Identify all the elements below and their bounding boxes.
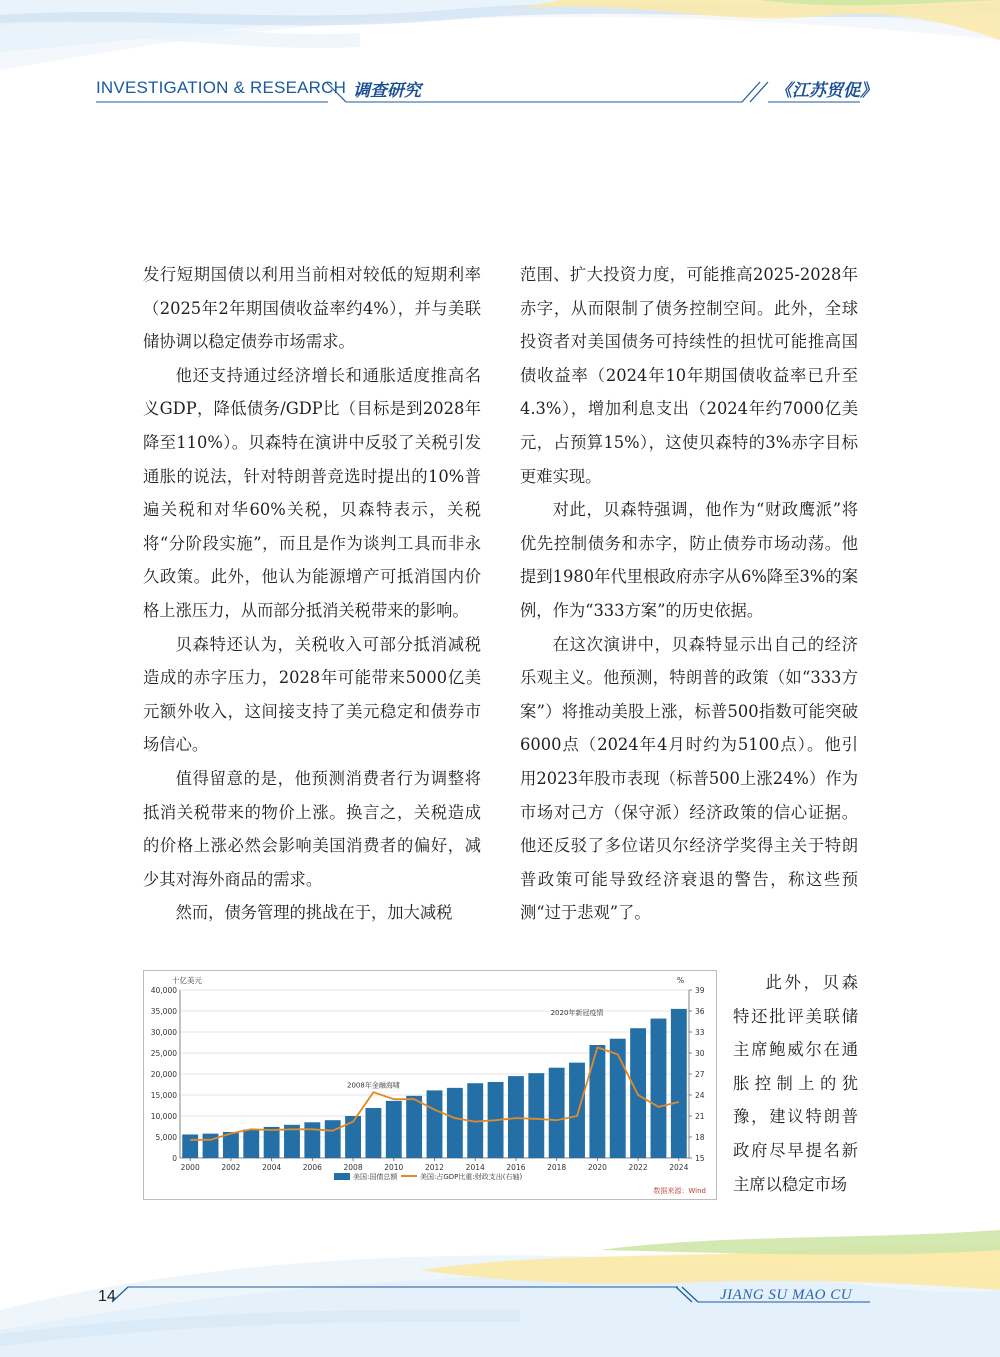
bar bbox=[325, 1120, 341, 1158]
right-tick-label: 39 bbox=[695, 986, 705, 995]
right-tick-label: 33 bbox=[695, 1028, 705, 1037]
left-tick-label: 35,000 bbox=[150, 1007, 177, 1016]
left-tick-label: 30,000 bbox=[150, 1028, 177, 1037]
x-tick-label: 2004 bbox=[262, 1163, 282, 1172]
chart-svg bbox=[144, 971, 716, 1199]
legend-label: 美国:占GDP比重:财政支出(右轴) bbox=[420, 1173, 523, 1181]
chart-source: 数据来源：Wind bbox=[653, 1187, 706, 1195]
chart-annotation: 2008年金融海啸 bbox=[347, 1081, 400, 1090]
bar bbox=[589, 1045, 605, 1158]
wrap-column bbox=[733, 966, 858, 1201]
bar bbox=[304, 1122, 320, 1158]
x-tick-label: 2000 bbox=[180, 1163, 200, 1172]
x-tick-label: 2014 bbox=[465, 1163, 485, 1172]
x-tick-label: 2024 bbox=[669, 1163, 689, 1172]
right-tick-label: 18 bbox=[695, 1133, 705, 1142]
bar bbox=[427, 1090, 443, 1158]
section-title-en: INVESTIGATION & RESEARCH bbox=[96, 78, 347, 97]
left-tick-label: 20,000 bbox=[150, 1070, 177, 1079]
legend-swatch-bar bbox=[334, 1173, 350, 1180]
right-column bbox=[520, 258, 858, 930]
x-tick-label: 2018 bbox=[547, 1163, 567, 1172]
page-number: 14 bbox=[98, 1288, 116, 1305]
debt-chart bbox=[143, 970, 717, 1200]
bar bbox=[243, 1129, 259, 1158]
magazine-title: 《江苏贸促》 bbox=[775, 81, 877, 101]
bar bbox=[264, 1127, 280, 1158]
left-tick-label: 40,000 bbox=[150, 986, 177, 995]
paragraph: 贝森特还认为，关税收入可部分抵消减税造成的赤字压力，2028年可能带来5000亿美元额外收入，这间接支持了美元稳定和债券市场信心。 bbox=[143, 634, 481, 755]
bar bbox=[406, 1096, 422, 1158]
section-title-cn: 调查研究 bbox=[353, 81, 421, 101]
left-column bbox=[143, 258, 481, 930]
bar bbox=[528, 1073, 544, 1158]
x-tick-label: 2020 bbox=[587, 1163, 607, 1172]
left-tick-label: 5,000 bbox=[155, 1133, 177, 1142]
x-tick-label: 2002 bbox=[221, 1163, 241, 1172]
x-tick-label: 2016 bbox=[506, 1163, 526, 1172]
right-axis-unit: % bbox=[677, 976, 685, 985]
left-tick-label: 15,000 bbox=[150, 1091, 177, 1100]
bar bbox=[447, 1088, 463, 1158]
right-tick-label: 30 bbox=[695, 1049, 705, 1058]
right-tick-label: 21 bbox=[695, 1112, 705, 1121]
bar bbox=[651, 1019, 667, 1158]
right-tick-label: 24 bbox=[695, 1091, 705, 1100]
left-tick-label: 0 bbox=[172, 1154, 177, 1163]
x-tick-label: 2022 bbox=[628, 1163, 648, 1172]
bar bbox=[569, 1063, 585, 1158]
x-tick-label: 2008 bbox=[343, 1163, 363, 1172]
paragraph: 他还支持通过经济增长和通胀适度推高名义GDP，降低债务/GDP比（目标是到2028年降至110%）。贝森特在演讲中反驳了关税引发通胀的说法，针对特朗普竞选时提出的10%普遍关税和对华60%关税，贝森特表示，关税将“分阶段实施”，而且是作为谈判工具而非永久政策。此外，他认为能源增产可抵消国内价格上涨压力，从而部分抵消关税带来的影响。 bbox=[143, 365, 481, 620]
legend-label: 美国:国债总额 bbox=[353, 1173, 398, 1181]
page-header bbox=[0, 70, 1000, 110]
paragraph: 此外，贝森特还批评美联储主席鲍威尔在通胀控制上的犹豫，建议特朗普政府尽早提名新主席以稳定市场 bbox=[733, 973, 858, 1194]
paragraph: 然而，债务管理的挑战在于，加大减税 bbox=[175, 903, 453, 923]
paragraph: 发行短期国债以利用当前相对较低的短期利率（2025年2年期国债收益率约4%），并与美联储协调以稳定债券市场需求。 bbox=[143, 265, 481, 352]
bar bbox=[508, 1076, 524, 1158]
bar bbox=[671, 1009, 687, 1158]
right-tick-label: 36 bbox=[695, 1007, 705, 1016]
footer-magazine-name: JIANG SU MAO CU bbox=[720, 1287, 853, 1303]
x-tick-label: 2012 bbox=[424, 1163, 445, 1172]
bar bbox=[386, 1101, 402, 1158]
chart-annotation: 2020年新冠疫情 bbox=[550, 1009, 604, 1018]
bar bbox=[549, 1068, 565, 1158]
x-tick-label: 2006 bbox=[302, 1163, 322, 1172]
paragraph: 对此，贝森特强调，他作为“财政鹰派”将优先控制债务和赤字，防止债券市场动荡。他提到1980年代里根政府赤字从6%降至3%的案例，作为“333方案”的历史依据。 bbox=[520, 500, 858, 620]
left-tick-label: 25,000 bbox=[150, 1049, 177, 1058]
left-tick-label: 10,000 bbox=[150, 1112, 177, 1121]
paragraph: 值得留意的是，他预测消费者行为调整将抵消关税带来的物价上涨。换言之，关税造成的价格上涨必然会影响美国消费者的偏好，减少其对海外商品的需求。 bbox=[143, 768, 481, 889]
right-tick-label: 15 bbox=[695, 1154, 705, 1163]
x-tick-label: 2010 bbox=[384, 1163, 404, 1172]
bar bbox=[182, 1134, 198, 1158]
paragraph: 范围、扩大投资力度，可能推高2025-2028年赤字，从而限制了债务控制空间。此外，全球投资者对美国债务可持续性的担忧可能推高国债收益率（2024年10年期国债收益率已升至4.3%），增加利息支出（2024年约7000亿美元，占预算15%），这使贝森特的3%赤字目标更难实现。 bbox=[520, 265, 858, 486]
left-axis-unit: 十亿美元 bbox=[172, 976, 202, 985]
bar bbox=[365, 1108, 381, 1158]
bar bbox=[610, 1039, 626, 1158]
paragraph: 在这次演讲中，贝森特显示出自己的经济乐观主义。他预测，特朗普的政策（如“333方案”）将推动美股上涨，标普500指数可能突破6000点（2024年4月时约为5100点）。他引用2023年股市表现（标普500上涨24%）作为市场对己方（保守派）经济政策的信心证据。他还反驳了多位诺贝尔经济学奖得主关于特朗普政策可能导致经济衰退的警告，称这些预测“过于悲观”了。 bbox=[520, 634, 858, 923]
right-tick-label: 27 bbox=[695, 1070, 705, 1079]
